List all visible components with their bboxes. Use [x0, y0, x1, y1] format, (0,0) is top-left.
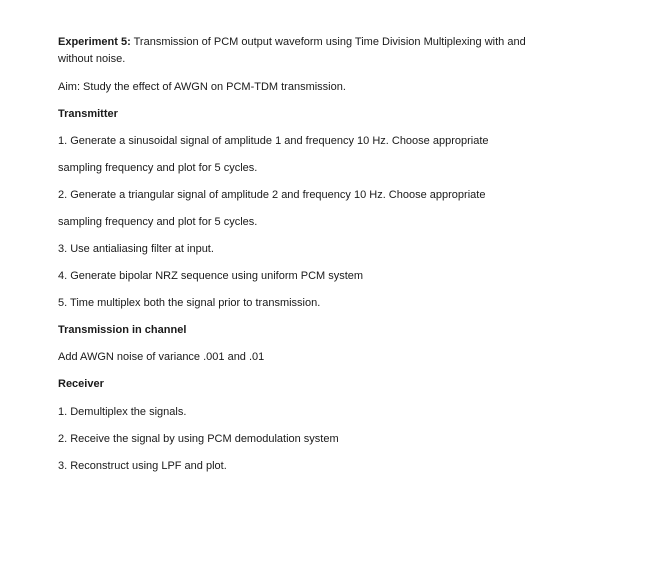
transmitter-step: 2. Generate a triangular signal of amplitude 2 and frequency 10 Hz. Choose appropriate [58, 189, 486, 201]
aim-text: Aim: Study the effect of AWGN on PCM-TDM transmission. [58, 81, 346, 93]
receiver-step: 3. Reconstruct using LPF and plot. [58, 460, 227, 472]
experiment-label: Experiment 5: [58, 36, 131, 48]
experiment-title-line [58, 35, 526, 49]
transmitter-heading: Transmitter [58, 108, 118, 120]
experiment-title-continuation: without noise. [58, 53, 126, 65]
transmitter-step: 3. Use antialiasing filter at input. [58, 243, 214, 255]
transmitter-step: 4. Generate bipolar NRZ sequence using uniform PCM system [58, 270, 364, 282]
experiment-title: Transmission of PCM output waveform using Time Division Multiplexing with and [130, 36, 526, 48]
transmitter-step: sampling frequency and plot for 5 cycles. [58, 162, 258, 174]
receiver-step: 1. Demultiplex the signals. [58, 406, 187, 418]
channel-heading: Transmission in channel [58, 324, 187, 336]
transmitter-step: sampling frequency and plot for 5 cycles. [58, 216, 258, 228]
transmitter-step: 1. Generate a sinusoidal signal of amplitude 1 and frequency 10 Hz. Choose appropriate [58, 135, 489, 147]
transmitter-step: 5. Time multiplex both the signal prior to transmission. [58, 297, 321, 309]
receiver-heading: Receiver [58, 378, 104, 390]
channel-text: Add AWGN noise of variance .001 and .01 [58, 351, 265, 363]
receiver-step: 2. Receive the signal by using PCM demodulation system [58, 433, 339, 445]
